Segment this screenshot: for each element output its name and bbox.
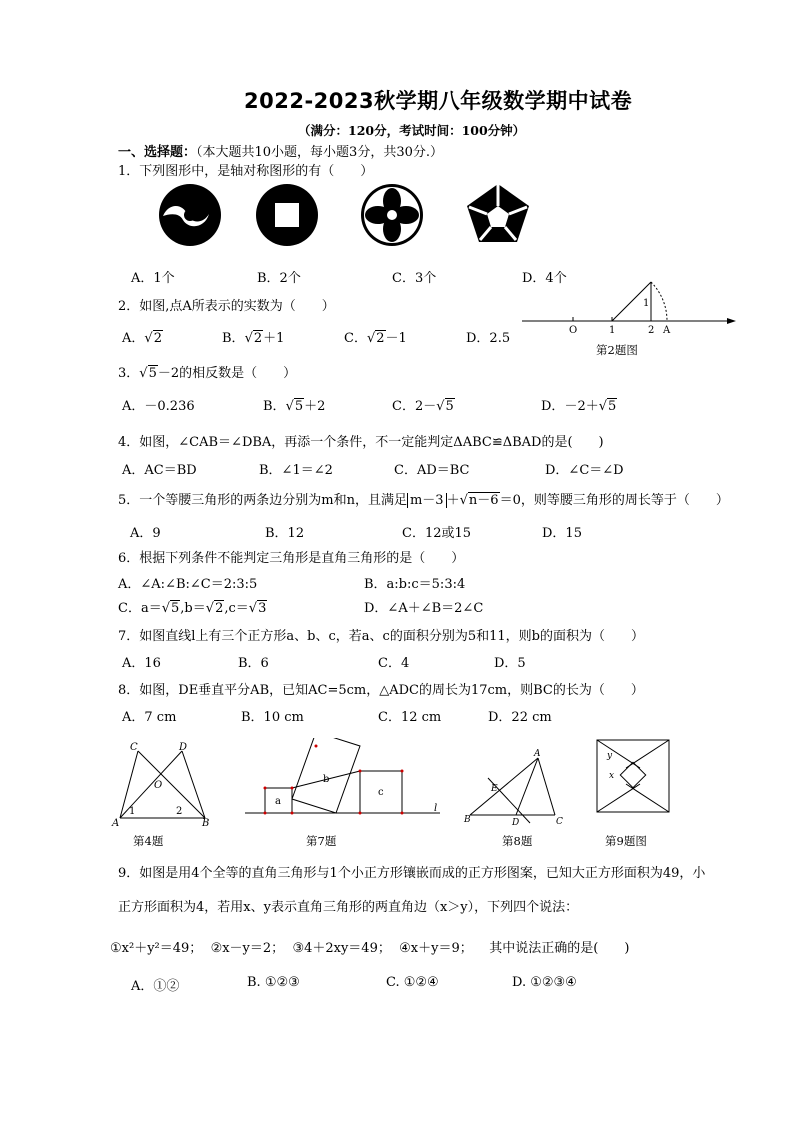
- q6-option-b: B．a:b:c＝5:3:4: [364, 577, 466, 592]
- q9-option-c: C. ①②④: [386, 975, 439, 990]
- svg-text:A: A: [534, 749, 541, 759]
- svg-text:A: A: [112, 818, 120, 829]
- question-7-stem: 7．如图直线l上有三个正方形a、b、c，若a、c的面积分别为5和11，则b的面积为（ ）: [118, 629, 644, 644]
- q1-option-a: A．1个: [131, 271, 175, 286]
- question-9-stem-line1: 9．如图是用4个全等的直角三角形与1个小正方形镶嵌而成的正方形图案，已知大正方形面积为49，小: [118, 866, 706, 881]
- fig4-triangles: [111, 742, 209, 829]
- svg-text:A: A: [663, 325, 671, 336]
- page-title: 2022-2023秋学期八年级数学期中试卷: [244, 89, 633, 113]
- q2-option-a: A．√2: [122, 331, 162, 346]
- q7-option-c: C．4: [378, 656, 410, 671]
- svg-text:D: D: [179, 742, 188, 753]
- svg-text:l: l: [434, 803, 438, 814]
- q9-option-b: B. ①②③: [247, 975, 300, 990]
- svg-text:1: 1: [643, 298, 650, 309]
- q5-option-c: C．12或15: [402, 526, 472, 541]
- svg-text:y: y: [607, 751, 613, 761]
- q4-option-c: C．AD＝BC: [394, 463, 470, 478]
- svg-text:C: C: [130, 742, 138, 753]
- q3-option-b: B．√5＋2: [263, 399, 326, 414]
- fig8-caption: 第8题: [502, 834, 533, 848]
- coin-square-hole-icon: [256, 184, 318, 246]
- q8-option-d: D．22 cm: [488, 710, 552, 725]
- svg-text:c: c: [378, 787, 384, 798]
- q5-option-a: A．9: [130, 526, 161, 541]
- q8-option-c: C．12 cm: [378, 710, 442, 725]
- svg-text:1: 1: [609, 325, 616, 336]
- question-1-stem: 1．下列图形中，是轴对称图形的有（ ）: [118, 164, 374, 179]
- q2-option-c: C．√2－1: [344, 331, 407, 346]
- q1-figures: [155, 180, 555, 250]
- fig8-triangle: [463, 749, 563, 828]
- question-5-stem: 5．一个等腰三角形的两条边分别为m和n，且满足 m－3 ＋√n－6＝0，则等腰三角形的周长等于（ ）: [118, 493, 729, 508]
- svg-text:O: O: [154, 780, 163, 791]
- q2-option-d: D．2.5: [466, 331, 511, 346]
- q6-option-d: D．∠A＋∠B＝2∠C: [364, 601, 484, 616]
- svg-text:b: b: [323, 774, 330, 785]
- svg-text:x: x: [609, 771, 615, 781]
- q4-option-a: A．AC＝BD: [122, 463, 197, 478]
- four-petal-circle-icon: [361, 184, 423, 246]
- svg-text:2: 2: [176, 806, 183, 817]
- question-8-stem: 8．如图，DE垂直平分AB，已知AC=5cm，△ADC的周长为17cm，则BC的长为（ ）: [118, 683, 644, 698]
- section-heading: 一、选择题：（本大题共10小题，每小题3分，共30分.）: [118, 145, 444, 160]
- svg-text:B: B: [202, 818, 210, 829]
- q4-option-b: B．∠1＝∠2: [259, 463, 333, 478]
- q2-option-b: B．√2＋1: [222, 331, 285, 346]
- svg-text:1: 1: [129, 806, 136, 817]
- q7-option-b: B．6: [238, 656, 269, 671]
- fig9-caption: 第9题图: [605, 834, 647, 848]
- svg-text:C: C: [556, 817, 563, 827]
- question-6-stem: 6．根据下列条件不能判定三角形是直角三角形的是（ ）: [118, 551, 465, 566]
- q8-option-a: A．7 cm: [122, 710, 177, 725]
- pentagon-flower-icon: [467, 184, 529, 242]
- fig7-caption: 第7题: [306, 834, 337, 848]
- fig4-caption: 第4题: [133, 834, 164, 848]
- svg-text:E: E: [491, 784, 498, 794]
- svg-text:B: B: [464, 815, 471, 825]
- q6-option-a: A．∠A:∠B:∠C＝2:3:5: [118, 577, 258, 592]
- q6-option-c: C．a＝√5,b＝√2,c＝√3: [118, 601, 267, 616]
- question-3-stem: 3．√5－2的相反数是（ ）: [118, 366, 297, 381]
- question-4-stem: 4．如图，∠CAB＝∠DBA，再添一个条件，不一定能判定ΔABC≌ΔBAD的是( ): [118, 435, 604, 450]
- q7-option-a: A．16: [122, 656, 161, 671]
- q9-option-d: D. ①②③④: [512, 975, 577, 990]
- svg-text:a: a: [275, 796, 281, 807]
- q5-option-b: B．12: [265, 526, 305, 541]
- label-o: O: [569, 325, 578, 336]
- q2-figure-caption: 第2题图: [596, 343, 638, 357]
- q5-option-d: D．15: [542, 526, 582, 541]
- question-2-stem: 2．如图,点A所表示的实数为（ ）: [118, 299, 335, 314]
- swirl-circle-icon: [159, 184, 221, 246]
- q9-statements: ①x²＋y²＝49； ②x－y＝2； ③4＋2xy＝49； ④x＋y＝9； 其中说法正确的是( ): [110, 941, 630, 956]
- q1-option-b: B．2个: [257, 271, 301, 286]
- q4-option-d: D．∠C＝∠D: [545, 463, 624, 478]
- fig9-square-pattern: [597, 740, 669, 812]
- fig7-squares: [245, 738, 440, 815]
- q3-option-c: C．2－√5: [392, 399, 454, 414]
- q1-option-c: C．3个: [392, 271, 437, 286]
- question-9-stem-line2: 正方形面积为4，若用x、y表示直角三角形的两直角边（x＞y），下列四个说法：: [118, 900, 579, 915]
- svg-text:2: 2: [648, 325, 655, 336]
- q1-option-d: D．4个: [522, 271, 567, 286]
- q2-number-line-figure: [518, 275, 743, 340]
- figures-row: [110, 738, 680, 833]
- q9-option-a: A．①②: [131, 979, 180, 994]
- q3-option-a: A．－0.236: [122, 399, 195, 414]
- svg-text:D: D: [512, 818, 520, 828]
- q8-option-b: B．10 cm: [241, 710, 304, 725]
- q3-option-d: D．－2＋√5: [541, 399, 617, 414]
- q7-option-d: D．5: [494, 656, 526, 671]
- exam-info: （满分：120分，考试时间：100分钟）: [298, 123, 526, 138]
